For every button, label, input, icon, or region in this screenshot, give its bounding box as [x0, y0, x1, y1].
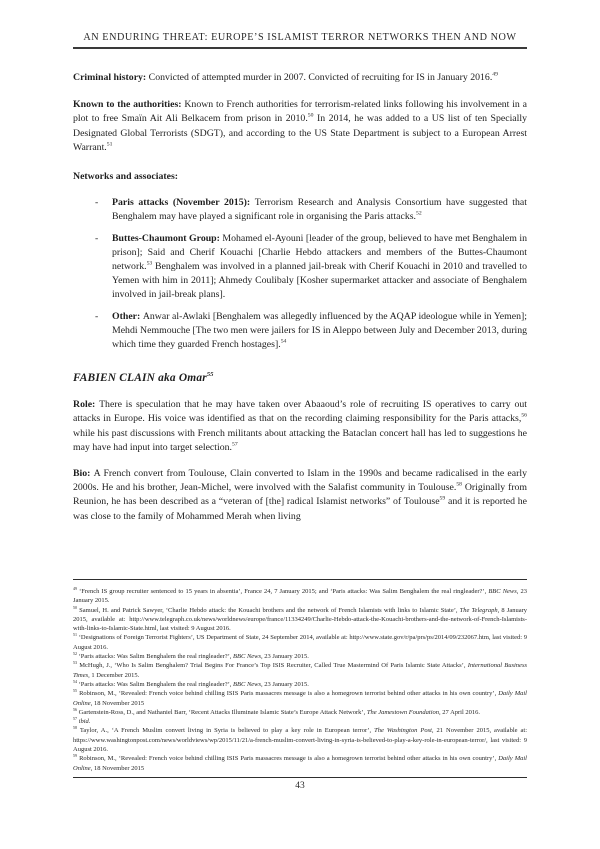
footnote-item: $^{58}$ Taylor, A., ‘A French Muslim convert living in Syria is believed to play a key role in European terror’, The Washington Post, 21 November 2015, available at: https://www.washingtonpost.com/news/worldviews/wp/2015/11/21/a-french-muslim-convert-living-in-syria-is-believed-to-play-a-key-role-in-european-terror/, last visited: 9 August 2016. [73, 725, 527, 754]
page-header [73, 32, 527, 49]
footnote-item: $^{55}$ Robinson, M., ‘Revealed: French voice behind chilling ISIS Paris massacres message is also a homegrown terrorist behind other attacks in his own country’, Daily Mail Online, 18 November 2015 [73, 688, 527, 707]
bullet-marker: - [95, 232, 99, 244]
footnote-item: $^{53}$ McHugh, J., ‘Who Is Salim Benghalem? Trial Begins For France’s Top ISIS Recruiter, Called True Mastermind Of Paris Islamic State Attacks’, International Business Times, 1 December 2015. [73, 660, 528, 679]
bullet-item [73, 310, 527, 353]
paragraph-criminal-history: Criminal history: Convicted of attempted murder in 2007. Convicted of recruiting for IS in January 2016.49 [73, 71, 498, 83]
bullet-text: Buttes-Chaumont Group: Mohamed el-Ayouni [leader of the group, believed to have met Benghalem in prison]; Said and Cherif Kouachi [Charlie Hebdo attackers and members of the Buttes-Chaumont network.$^{53}$ Benghalem was involved in a planned jail-break with Cherif Kouachi in 2010 and travelled to Yemen with him in 2011]; Ahmedy Coulibaly [Kosher supermarket attacker and associate of Benghalem involved in jail-break plans]. [112, 232, 527, 301]
running-header-title: AN ENDURING THREAT: EUROPE’S ISLAMIST TERROR NETWORKS THEN AND NOW [83, 32, 517, 43]
footnote-number: 57 [73, 716, 78, 721]
footnote-item: $^{50}$ Samuel, H. and Patrick Sawyer, ‘Charlie Hebdo attack: the Kouachi brothers and the network of French Islamists with links to Islamic State’, The Telegraph, 8 January 2015, available at: http://www.telegraph.co.uk/news/worldnews/europe/france/11334249/Charlie-Hebdo-attack-the-Kouachi-brothers-and-the-network-of-French-Islamists-with-links-to-Islamic-State.html, last visited: 9 August 2016. [73, 604, 528, 633]
footnote-number: 58 [73, 725, 78, 731]
bullet-text: Other: Anwar al-Awlaki [Benghalem was allegedly influenced by the AQAP ideologue while in Yemen]; Mehdi Nemmouche [The two men were jailers for IS in Aleppo between July and December 2013, during which time they guarded French hostages].$^{54}$ [112, 310, 527, 351]
bullet-marker: - [95, 197, 99, 209]
page-number: 43 [295, 780, 305, 791]
footnote-item: $^{54}$ ‘Paris attacks: Was Salim Benghalem the real ringleader?’, BBC News, 23 January 2015. [73, 678, 309, 688]
footnote-number: 50 [73, 604, 78, 610]
page-body [73, 71, 527, 524]
bullet-text: Paris attacks (November 2015): Terrorism Research and Analysis Consortium have suggested that Benghalem may have played a significant role in organising the Paris attacks.$^{52}$ [112, 197, 527, 223]
footnote-item: $^{56}$ Gartenstein-Ross, D., and Nathaniel Barr, ‘Recent Attacks Illuminate Islamic State’s Europe Attack Network’, The Jamestown Foundation, 27 April 2016. [73, 706, 481, 716]
footnote-number: 59 [73, 753, 78, 759]
footnote-item: $^{51}$ ‘Designations of Foreign Terrorist Fighters’, US Department of State, 24 September 2014, available at: http://www.state.gov/r/pa/prs/ps/2014/09/232067.htm, last visited: 9 August 2016. [73, 632, 528, 651]
bullet-item [73, 196, 527, 224]
bullet-item [73, 232, 527, 303]
paragraph-role: Role: There is speculation that he may have taken over Abaaoud’s role of recruiting IS operatives to carry out attacks in Europe. His voice was identified as that on the recording claiming responsibility for the Paris attacks,$^{56}$ while his past discussions with French militants about attacking the Bataclan concert hall has led to suggestions he may have had input into target selection.$^{57}$ [73, 399, 527, 453]
footnote-item: $^{57}$ ibid. [73, 716, 91, 726]
footnote-item: $^{52}$ ‘Paris attacks: Was Salim Benghalem the real ringleader?’, BBC News, 23 January 2015. [73, 650, 309, 661]
footnote-number: 56 [73, 706, 78, 712]
header-rule [73, 47, 527, 49]
paragraph-bio: Bio: A French convert from Toulouse, Clain converted to Islam in the 1990s and became radicalised in the early 2000s. He and his brother, Jean-Michel, were involved with the Salafist community in Toulouse.$^{58}$ Originally from Reunion, he has been described as a “veteran of [the] radical Islamist networks” of Toulouse$^{59}$ and it is reported he was close to the family of Mohammed Merah when living [73, 468, 527, 522]
footnote-number: 49 [73, 585, 78, 591]
paragraph-networks-and-associates-label: Networks and associates: [73, 171, 179, 183]
paragraph-known-to-authorities: Known to the authorities: Known to French authorities for terrorism-related links following his involvement in a plot to free Smaïn Ait Ali Belkacem from prison in 2010.50 In 2014, he was added to a US list of ten Specially Designated Global Terrorists (SDGT), and according to the US State Department is subject to a European Arrest Warrant.$^{51}$ [73, 99, 527, 153]
page-footer [73, 579, 527, 791]
footer-rule [73, 777, 527, 778]
footnote-number: 52 [73, 650, 78, 656]
footnotes-list [73, 587, 527, 773]
footnote-item: $^{59}$ Robinson, M., ‘Revealed: French voice behind chilling ISIS Paris massacres message is also a homegrown terrorist behind other attacks in his own country’, Daily Mail Online, 18 November 2015 [73, 753, 527, 772]
bullet-list [73, 196, 527, 352]
footnote-separator-rule [73, 579, 527, 580]
footnote-number: 54 [73, 678, 78, 684]
footnote-number: 53 [73, 660, 78, 666]
section-heading-fabien-clain: FABIEN CLAIN aka Omar$^{55}$ [73, 371, 214, 385]
footnote-number: 51 [73, 632, 78, 638]
footnote-number: 55 [73, 688, 78, 694]
bullet-marker: - [95, 310, 99, 322]
footnote-item: $^{49}$ ‘French IS group recruiter sentenced to 15 years in absentia’, France 24, 7 January 2015; and ‘Paris attacks: Was Salim Benghalem the real ringleader?’, BBC News, 23 January 2015. [73, 585, 527, 605]
